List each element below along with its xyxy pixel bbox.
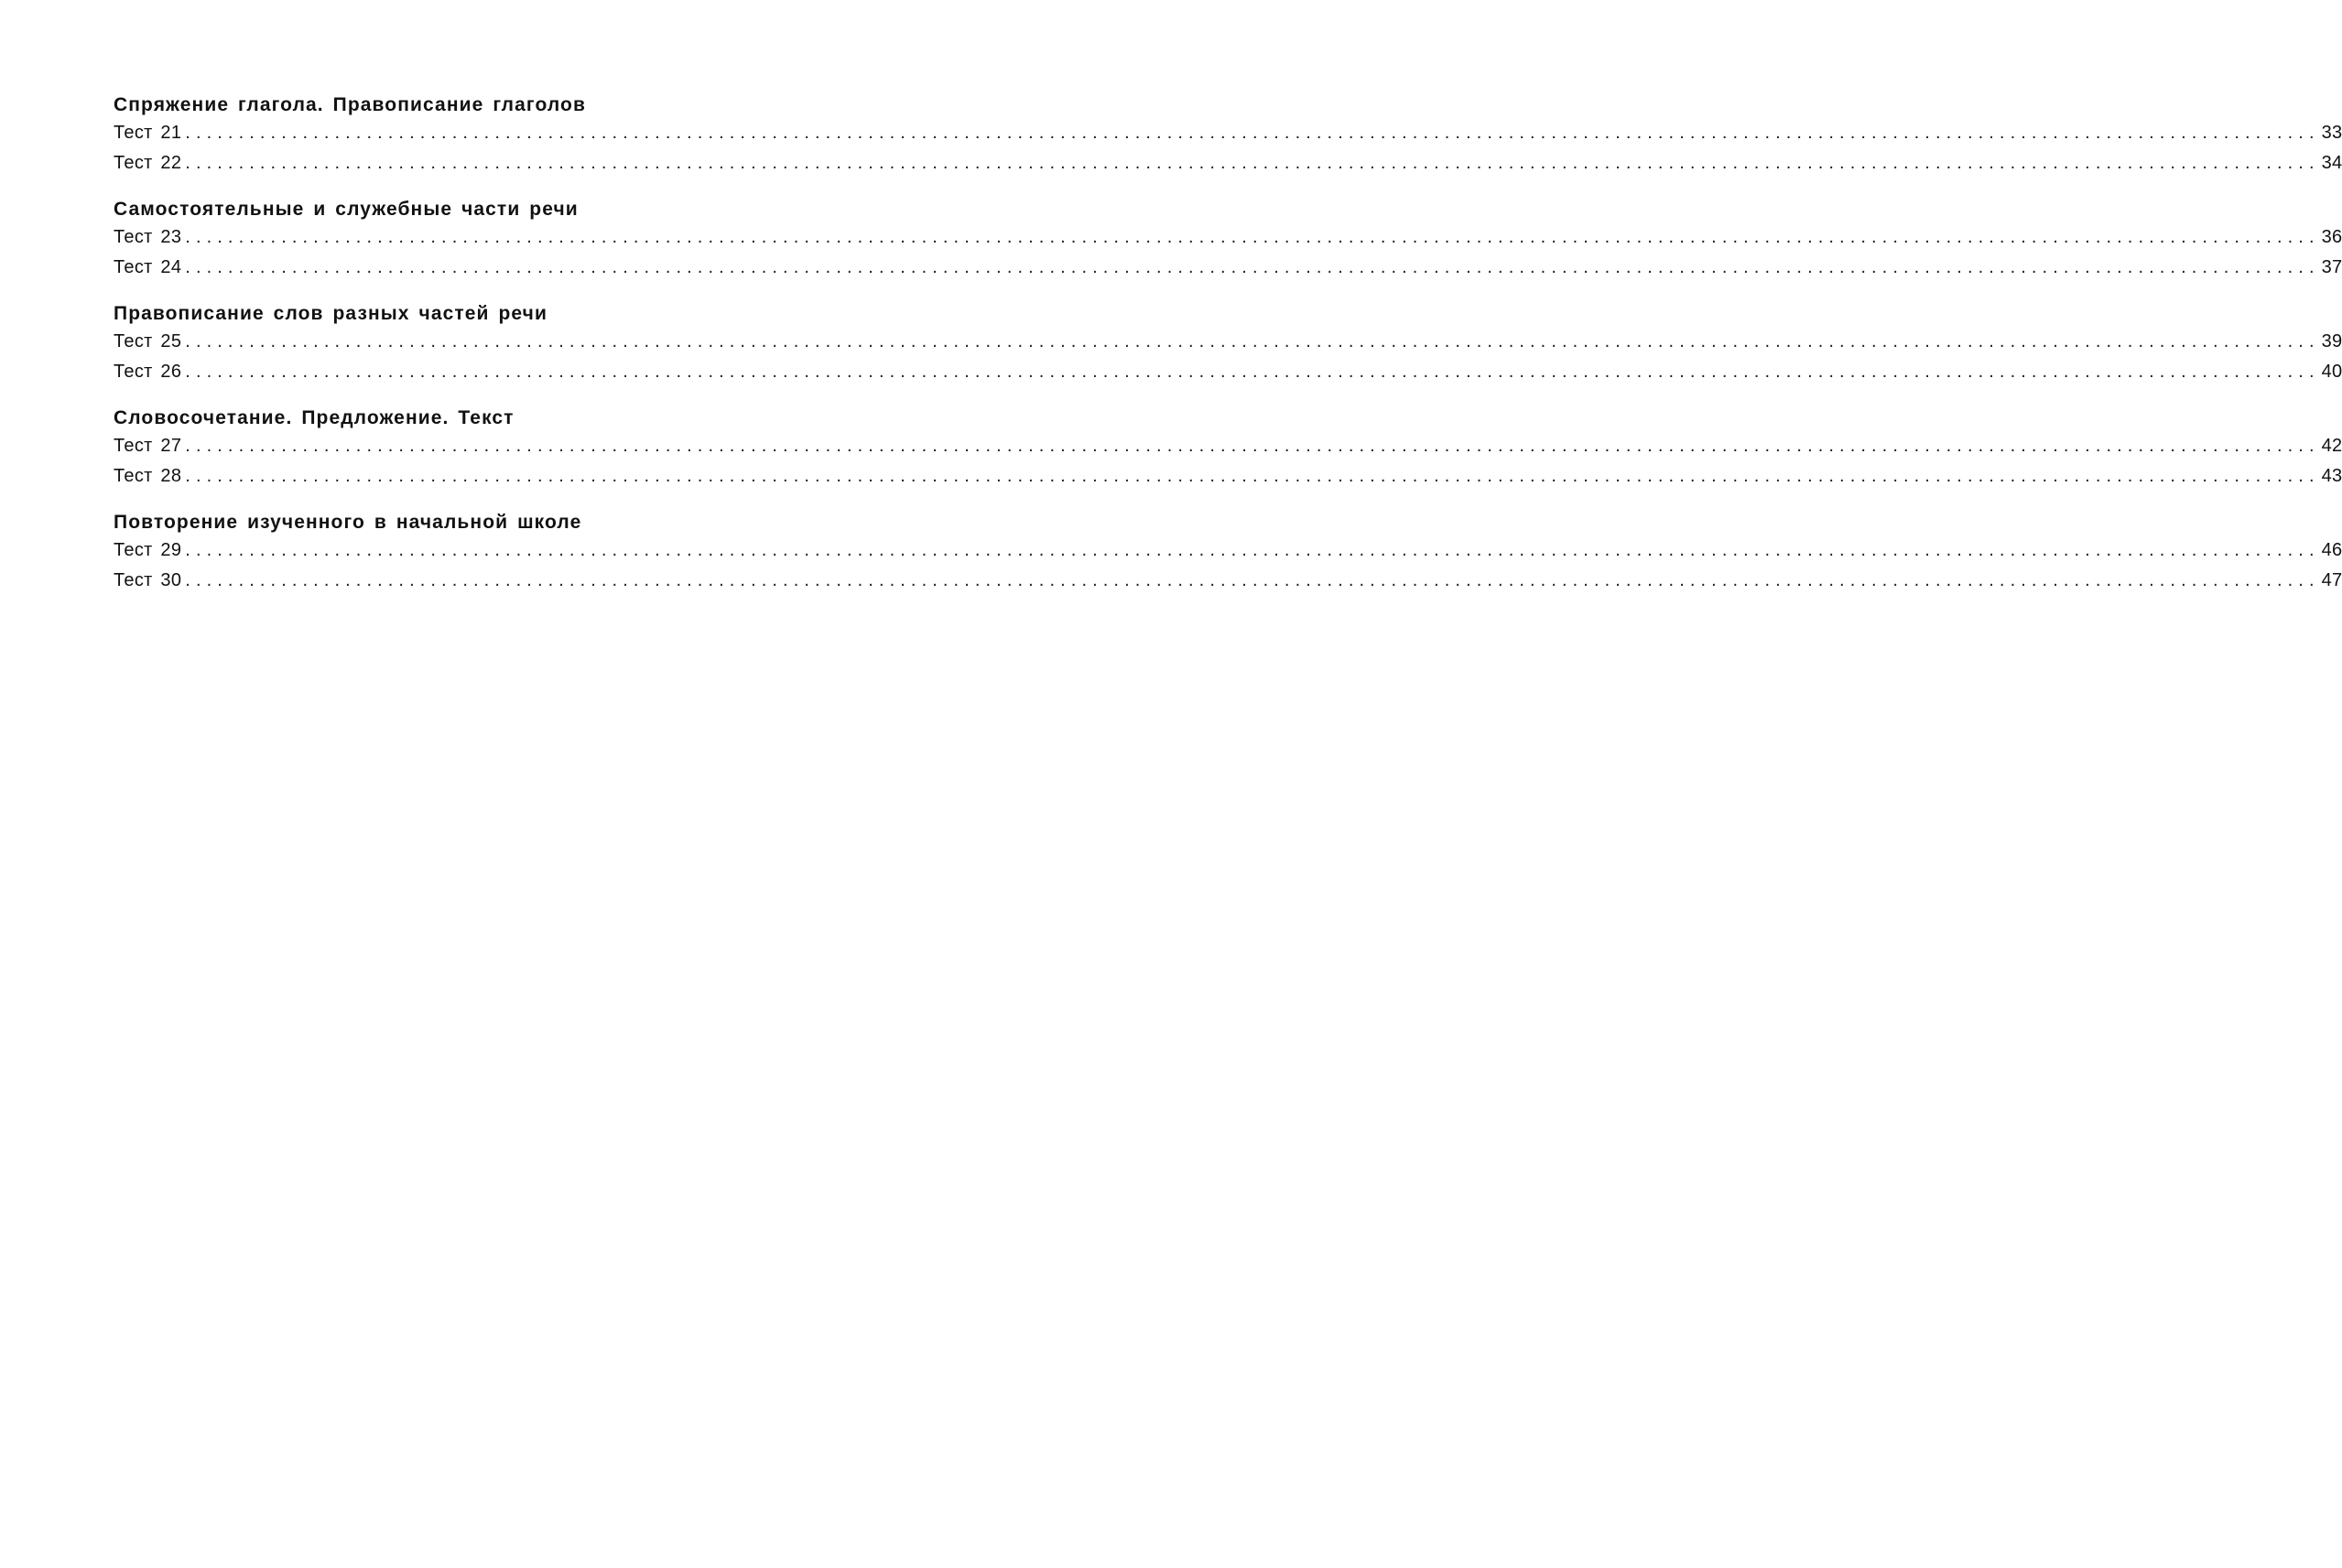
entry-label: Тест 28 <box>114 461 185 492</box>
toc-section <box>114 405 2342 492</box>
dot-leader: ........................................................................................................................................................................................................ <box>185 436 2320 456</box>
dot-leader: ........................................................................................................................................................................................................ <box>185 570 2320 590</box>
page-number: 47 <box>2320 566 2342 596</box>
section-title: Спряжение глагола. Правописание глаголов <box>114 94 586 115</box>
dot-leader: ........................................................................................................................................................................................................ <box>185 257 2320 277</box>
page-number: 37 <box>2320 253 2342 283</box>
section-title: Повторение изученного в начальной школе <box>114 512 582 533</box>
section-title: Правописание слов разных частей речи <box>114 303 548 324</box>
toc-entry[interactable] <box>114 253 2342 283</box>
page-number: 42 <box>2320 431 2342 461</box>
toc-section <box>114 92 2342 178</box>
dot-leader: ........................................................................................................................................................................................................ <box>185 153 2320 173</box>
entry-label: Тест 23 <box>114 222 185 253</box>
table-of-contents <box>114 92 2342 613</box>
toc-entry[interactable] <box>114 566 2342 596</box>
toc-entry[interactable] <box>114 327 2342 357</box>
toc-section <box>114 196 2342 283</box>
entry-label: Тест 26 <box>114 357 185 387</box>
entry-label: Тест 30 <box>114 566 185 596</box>
dot-leader: ........................................................................................................................................................................................................ <box>185 227 2320 247</box>
toc-entry[interactable] <box>114 148 2342 178</box>
toc-entry[interactable] <box>114 357 2342 387</box>
section-title: Словосочетание. Предложение. Текст <box>114 407 515 428</box>
toc-section <box>114 509 2342 596</box>
dot-leader: ........................................................................................................................................................................................................ <box>185 331 2320 351</box>
section-title: Самостоятельные и служебные части речи <box>114 199 579 220</box>
page-number: 36 <box>2320 222 2342 253</box>
entry-label: Тест 29 <box>114 535 185 566</box>
entry-label: Тест 27 <box>114 431 185 461</box>
dot-leader: ........................................................................................................................................................................................................ <box>185 123 2320 143</box>
page-number: 40 <box>2320 357 2342 387</box>
toc-section <box>114 300 2342 387</box>
page-number: 33 <box>2320 118 2342 148</box>
dot-leader: ........................................................................................................................................................................................................ <box>185 540 2320 560</box>
page-number: 39 <box>2320 327 2342 357</box>
page-number: 43 <box>2320 461 2342 492</box>
entry-label: Тест 21 <box>114 118 185 148</box>
toc-entry[interactable] <box>114 118 2342 148</box>
toc-entry[interactable] <box>114 222 2342 253</box>
page-number: 34 <box>2320 148 2342 178</box>
dot-leader: ........................................................................................................................................................................................................ <box>185 362 2320 382</box>
toc-entry[interactable] <box>114 431 2342 461</box>
toc-entry[interactable] <box>114 535 2342 566</box>
entry-label: Тест 24 <box>114 253 185 283</box>
entry-label: Тест 22 <box>114 148 185 178</box>
entry-label: Тест 25 <box>114 327 185 357</box>
page-number: 46 <box>2320 535 2342 566</box>
toc-entry[interactable] <box>114 461 2342 492</box>
dot-leader: ........................................................................................................................................................................................................ <box>185 466 2320 486</box>
